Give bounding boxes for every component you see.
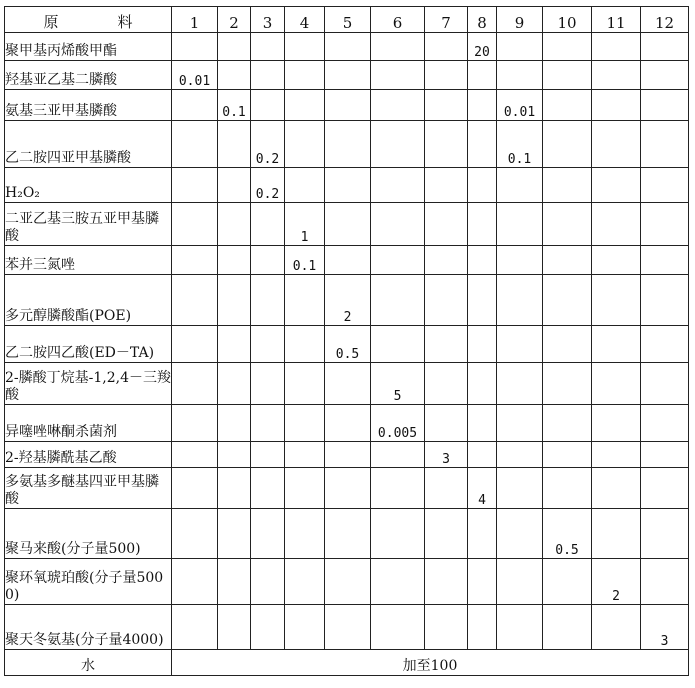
value-cell-col-10 bbox=[543, 121, 592, 168]
value-cell-col-7 bbox=[425, 559, 468, 605]
value-cell-col-4 bbox=[285, 168, 325, 203]
value-cell-col-7 bbox=[425, 246, 468, 275]
table-row bbox=[5, 405, 689, 442]
value-cell-col-3: 0.2 bbox=[251, 168, 285, 203]
value-cell-col-1 bbox=[172, 405, 218, 442]
value-cell-col-2 bbox=[218, 168, 251, 203]
value-cell-col-9 bbox=[497, 203, 543, 246]
value-cell-col-5 bbox=[325, 509, 371, 559]
value-cell-col-6 bbox=[371, 33, 425, 61]
value-cell-col-4: 1 bbox=[285, 203, 325, 246]
table-row bbox=[5, 468, 689, 509]
value-cell-col-8 bbox=[468, 168, 497, 203]
value-cell-col-10 bbox=[543, 246, 592, 275]
value-cell-col-8 bbox=[468, 246, 497, 275]
value-cell-col-8 bbox=[468, 363, 497, 405]
value-cell-col-9 bbox=[497, 326, 543, 363]
material-name: 异噻唑啉酮杀菌剂 bbox=[5, 405, 172, 442]
value-cell-col-10 bbox=[543, 33, 592, 61]
value-cell-col-2 bbox=[218, 275, 251, 326]
table-row bbox=[5, 168, 689, 203]
value-cell-col-4 bbox=[285, 121, 325, 168]
value-cell-col-1 bbox=[172, 168, 218, 203]
value-cell-col-9 bbox=[497, 33, 543, 61]
header-col-11: 11 bbox=[592, 7, 641, 33]
value-cell-col-8 bbox=[468, 442, 497, 468]
value-cell-col-3 bbox=[251, 203, 285, 246]
value-cell-col-4 bbox=[285, 509, 325, 559]
value-cell-col-12 bbox=[641, 405, 689, 442]
value-cell-col-4 bbox=[285, 363, 325, 405]
material-name: H₂O₂ bbox=[5, 168, 172, 203]
value-cell-col-5: 0.5 bbox=[325, 326, 371, 363]
value-cell-col-2 bbox=[218, 61, 251, 90]
material-name: 聚马来酸(分子量500) bbox=[5, 509, 172, 559]
value-cell-col-4 bbox=[285, 61, 325, 90]
value-cell-col-10 bbox=[543, 363, 592, 405]
value-cell-col-8 bbox=[468, 90, 497, 121]
value-cell-col-11 bbox=[592, 363, 641, 405]
material-name: 聚天冬氨基(分子量4000) bbox=[5, 605, 172, 650]
value-cell-col-3 bbox=[251, 405, 285, 442]
table-row bbox=[5, 90, 689, 121]
value-cell-col-5 bbox=[325, 605, 371, 650]
value-cell-col-2 bbox=[218, 121, 251, 168]
value-cell-col-7 bbox=[425, 275, 468, 326]
value-cell-col-3 bbox=[251, 33, 285, 61]
value-cell-col-6 bbox=[371, 168, 425, 203]
value-cell-col-5 bbox=[325, 468, 371, 509]
value-cell-col-9: 0.01 bbox=[497, 90, 543, 121]
formula-table-container bbox=[4, 6, 688, 676]
value-cell-col-5 bbox=[325, 405, 371, 442]
value-cell-col-12 bbox=[641, 33, 689, 61]
value-cell-col-7 bbox=[425, 168, 468, 203]
value-cell-col-12 bbox=[641, 275, 689, 326]
value-cell-col-4 bbox=[285, 405, 325, 442]
value-cell-col-11: 2 bbox=[592, 559, 641, 605]
value-cell-col-7 bbox=[425, 363, 468, 405]
header-col-5: 5 bbox=[325, 7, 371, 33]
value-cell-col-2 bbox=[218, 203, 251, 246]
value-cell-col-9 bbox=[497, 168, 543, 203]
value-cell-col-1: 0.01 bbox=[172, 61, 218, 90]
value-cell-col-7 bbox=[425, 90, 468, 121]
value-cell-col-8: 4 bbox=[468, 468, 497, 509]
value-cell-col-6 bbox=[371, 246, 425, 275]
value-cell-col-9 bbox=[497, 468, 543, 509]
value-cell-col-8 bbox=[468, 405, 497, 442]
value-cell-col-9 bbox=[497, 246, 543, 275]
value-cell-col-1 bbox=[172, 90, 218, 121]
value-cell-col-3 bbox=[251, 468, 285, 509]
value-cell-col-9 bbox=[497, 442, 543, 468]
value-cell-col-11 bbox=[592, 605, 641, 650]
value-cell-col-6 bbox=[371, 121, 425, 168]
value-cell-col-3 bbox=[251, 442, 285, 468]
table-body bbox=[5, 33, 689, 676]
value-cell-col-6: 0.005 bbox=[371, 405, 425, 442]
value-cell-col-3 bbox=[251, 61, 285, 90]
value-cell-col-9 bbox=[497, 363, 543, 405]
value-cell-col-12: 3 bbox=[641, 605, 689, 650]
value-cell-col-6 bbox=[371, 468, 425, 509]
value-cell-col-8 bbox=[468, 509, 497, 559]
value-cell-col-10 bbox=[543, 168, 592, 203]
value-cell-col-6 bbox=[371, 442, 425, 468]
value-cell-col-8: 20 bbox=[468, 33, 497, 61]
table-row bbox=[5, 61, 689, 90]
value-cell-col-2 bbox=[218, 246, 251, 275]
header-col-8: 8 bbox=[468, 7, 497, 33]
value-cell-col-5 bbox=[325, 33, 371, 61]
value-cell-col-1 bbox=[172, 559, 218, 605]
value-cell-col-12 bbox=[641, 326, 689, 363]
value-cell-col-3 bbox=[251, 90, 285, 121]
value-cell-col-1 bbox=[172, 246, 218, 275]
value-cell-col-4 bbox=[285, 326, 325, 363]
value-cell-col-4 bbox=[285, 442, 325, 468]
value-cell-col-9 bbox=[497, 605, 543, 650]
value-cell-col-9 bbox=[497, 405, 543, 442]
value-cell-col-8 bbox=[468, 61, 497, 90]
table-row bbox=[5, 605, 689, 650]
value-cell-col-10 bbox=[543, 405, 592, 442]
value-cell-col-12 bbox=[641, 468, 689, 509]
value-cell-col-1 bbox=[172, 442, 218, 468]
value-cell-col-11 bbox=[592, 168, 641, 203]
value-cell-col-12 bbox=[641, 509, 689, 559]
value-cell-col-11 bbox=[592, 405, 641, 442]
material-name: 二亚乙基三胺五亚甲基膦酸 bbox=[5, 203, 172, 246]
value-cell-col-2 bbox=[218, 326, 251, 363]
material-name: 聚环氧琥珀酸(分子量5000) bbox=[5, 559, 172, 605]
value-cell-col-1 bbox=[172, 605, 218, 650]
value-cell-col-3 bbox=[251, 246, 285, 275]
value-cell-col-5: 2 bbox=[325, 275, 371, 326]
value-cell-col-6 bbox=[371, 90, 425, 121]
value-cell-col-12 bbox=[641, 363, 689, 405]
value-cell-col-2 bbox=[218, 605, 251, 650]
value-cell-col-12 bbox=[641, 559, 689, 605]
value-cell-col-2: 0.1 bbox=[218, 90, 251, 121]
value-cell-col-11 bbox=[592, 326, 641, 363]
value-cell-col-7 bbox=[425, 61, 468, 90]
table-row bbox=[5, 246, 689, 275]
value-cell-col-5 bbox=[325, 121, 371, 168]
value-cell-col-6 bbox=[371, 605, 425, 650]
water-label: 水 bbox=[5, 650, 172, 676]
value-cell-col-7 bbox=[425, 326, 468, 363]
value-cell-col-10 bbox=[543, 326, 592, 363]
value-cell-col-2 bbox=[218, 559, 251, 605]
value-cell-col-12 bbox=[641, 203, 689, 246]
value-cell-col-1 bbox=[172, 509, 218, 559]
value-cell-col-4 bbox=[285, 605, 325, 650]
header-col-10: 10 bbox=[543, 7, 592, 33]
value-cell-col-4 bbox=[285, 90, 325, 121]
value-cell-col-6 bbox=[371, 559, 425, 605]
value-cell-col-10 bbox=[543, 61, 592, 90]
value-cell-col-1 bbox=[172, 121, 218, 168]
value-cell-col-8 bbox=[468, 203, 497, 246]
water-row bbox=[5, 650, 689, 676]
value-cell-col-2 bbox=[218, 405, 251, 442]
table-row bbox=[5, 121, 689, 168]
value-cell-col-4 bbox=[285, 275, 325, 326]
value-cell-col-11 bbox=[592, 468, 641, 509]
table-row bbox=[5, 363, 689, 405]
value-cell-col-6 bbox=[371, 203, 425, 246]
value-cell-col-1 bbox=[172, 363, 218, 405]
value-cell-col-2 bbox=[218, 509, 251, 559]
value-cell-col-5 bbox=[325, 363, 371, 405]
formula-table bbox=[4, 6, 689, 676]
value-cell-col-4: 0.1 bbox=[285, 246, 325, 275]
value-cell-col-3 bbox=[251, 275, 285, 326]
value-cell-col-5 bbox=[325, 246, 371, 275]
header-col-4: 4 bbox=[285, 7, 325, 33]
table-row bbox=[5, 275, 689, 326]
value-cell-col-9 bbox=[497, 275, 543, 326]
value-cell-col-11 bbox=[592, 442, 641, 468]
value-cell-col-11 bbox=[592, 275, 641, 326]
value-cell-col-1 bbox=[172, 468, 218, 509]
header-material: 原 料 bbox=[5, 7, 172, 33]
value-cell-col-6 bbox=[371, 509, 425, 559]
value-cell-col-11 bbox=[592, 509, 641, 559]
value-cell-col-6 bbox=[371, 275, 425, 326]
value-cell-col-10 bbox=[543, 605, 592, 650]
value-cell-col-7 bbox=[425, 605, 468, 650]
value-cell-col-8 bbox=[468, 275, 497, 326]
value-cell-col-3 bbox=[251, 605, 285, 650]
value-cell-col-5 bbox=[325, 168, 371, 203]
value-cell-col-6 bbox=[371, 61, 425, 90]
value-cell-col-5 bbox=[325, 61, 371, 90]
value-cell-col-1 bbox=[172, 33, 218, 61]
value-cell-col-2 bbox=[218, 442, 251, 468]
header-col-6: 6 bbox=[371, 7, 425, 33]
value-cell-col-7 bbox=[425, 509, 468, 559]
material-name: 氨基三亚甲基膦酸 bbox=[5, 90, 172, 121]
value-cell-col-3: 0.2 bbox=[251, 121, 285, 168]
value-cell-col-7 bbox=[425, 33, 468, 61]
material-name: 多元醇膦酸酯(POE) bbox=[5, 275, 172, 326]
table-row bbox=[5, 442, 689, 468]
value-cell-col-5 bbox=[325, 90, 371, 121]
header-col-3: 3 bbox=[251, 7, 285, 33]
value-cell-col-8 bbox=[468, 121, 497, 168]
value-cell-col-10 bbox=[543, 275, 592, 326]
value-cell-col-8 bbox=[468, 559, 497, 605]
value-cell-col-4 bbox=[285, 33, 325, 61]
value-cell-col-12 bbox=[641, 61, 689, 90]
value-cell-col-10 bbox=[543, 559, 592, 605]
material-name: 乙二胺四乙酸(ED－TA) bbox=[5, 326, 172, 363]
value-cell-col-11 bbox=[592, 203, 641, 246]
value-cell-col-4 bbox=[285, 559, 325, 605]
material-name: 2-羟基膦酰基乙酸 bbox=[5, 442, 172, 468]
value-cell-col-9 bbox=[497, 61, 543, 90]
value-cell-col-3 bbox=[251, 509, 285, 559]
value-cell-col-11 bbox=[592, 90, 641, 121]
table-row bbox=[5, 326, 689, 363]
value-cell-col-10 bbox=[543, 442, 592, 468]
header-col-9: 9 bbox=[497, 7, 543, 33]
value-cell-col-7 bbox=[425, 405, 468, 442]
value-cell-col-6: 5 bbox=[371, 363, 425, 405]
value-cell-col-11 bbox=[592, 61, 641, 90]
value-cell-col-12 bbox=[641, 121, 689, 168]
header-col-12: 12 bbox=[641, 7, 689, 33]
value-cell-col-10 bbox=[543, 90, 592, 121]
material-name: 聚甲基丙烯酸甲酯 bbox=[5, 33, 172, 61]
value-cell-col-3 bbox=[251, 559, 285, 605]
value-cell-col-1 bbox=[172, 326, 218, 363]
material-name: 2-膦酸丁烷基-1,2,4－三羧酸 bbox=[5, 363, 172, 405]
header-col-7: 7 bbox=[425, 7, 468, 33]
value-cell-col-12 bbox=[641, 168, 689, 203]
value-cell-col-5 bbox=[325, 559, 371, 605]
value-cell-col-5 bbox=[325, 442, 371, 468]
value-cell-col-2 bbox=[218, 33, 251, 61]
value-cell-col-3 bbox=[251, 363, 285, 405]
value-cell-col-11 bbox=[592, 121, 641, 168]
value-cell-col-2 bbox=[218, 468, 251, 509]
value-cell-col-8 bbox=[468, 605, 497, 650]
material-name: 羟基亚乙基二膦酸 bbox=[5, 61, 172, 90]
value-cell-col-1 bbox=[172, 203, 218, 246]
value-cell-col-1 bbox=[172, 275, 218, 326]
value-cell-col-12 bbox=[641, 442, 689, 468]
value-cell-col-8 bbox=[468, 326, 497, 363]
table-row bbox=[5, 509, 689, 559]
header-row bbox=[5, 7, 689, 33]
value-cell-col-6 bbox=[371, 326, 425, 363]
material-name: 苯并三氮唑 bbox=[5, 246, 172, 275]
value-cell-col-12 bbox=[641, 246, 689, 275]
value-cell-col-3 bbox=[251, 326, 285, 363]
value-cell-col-2 bbox=[218, 363, 251, 405]
value-cell-col-11 bbox=[592, 33, 641, 61]
header-col-1: 1 bbox=[172, 7, 218, 33]
value-cell-col-9 bbox=[497, 509, 543, 559]
value-cell-col-9: 0.1 bbox=[497, 121, 543, 168]
value-cell-col-9 bbox=[497, 559, 543, 605]
value-cell-col-4 bbox=[285, 468, 325, 509]
material-name: 多氨基多醚基四亚甲基膦酸 bbox=[5, 468, 172, 509]
material-name: 乙二胺四亚甲基膦酸 bbox=[5, 121, 172, 168]
table-row bbox=[5, 559, 689, 605]
value-cell-col-10 bbox=[543, 468, 592, 509]
table-row bbox=[5, 33, 689, 61]
value-cell-col-12 bbox=[641, 90, 689, 121]
value-cell-col-7 bbox=[425, 468, 468, 509]
value-cell-col-10 bbox=[543, 203, 592, 246]
value-cell-col-5 bbox=[325, 203, 371, 246]
header-col-2: 2 bbox=[218, 7, 251, 33]
value-cell-col-11 bbox=[592, 246, 641, 275]
value-cell-col-7 bbox=[425, 203, 468, 246]
water-amount: 加至100 bbox=[172, 650, 689, 676]
table-row bbox=[5, 203, 689, 246]
value-cell-col-7: 3 bbox=[425, 442, 468, 468]
value-cell-col-7 bbox=[425, 121, 468, 168]
value-cell-col-10: 0.5 bbox=[543, 509, 592, 559]
